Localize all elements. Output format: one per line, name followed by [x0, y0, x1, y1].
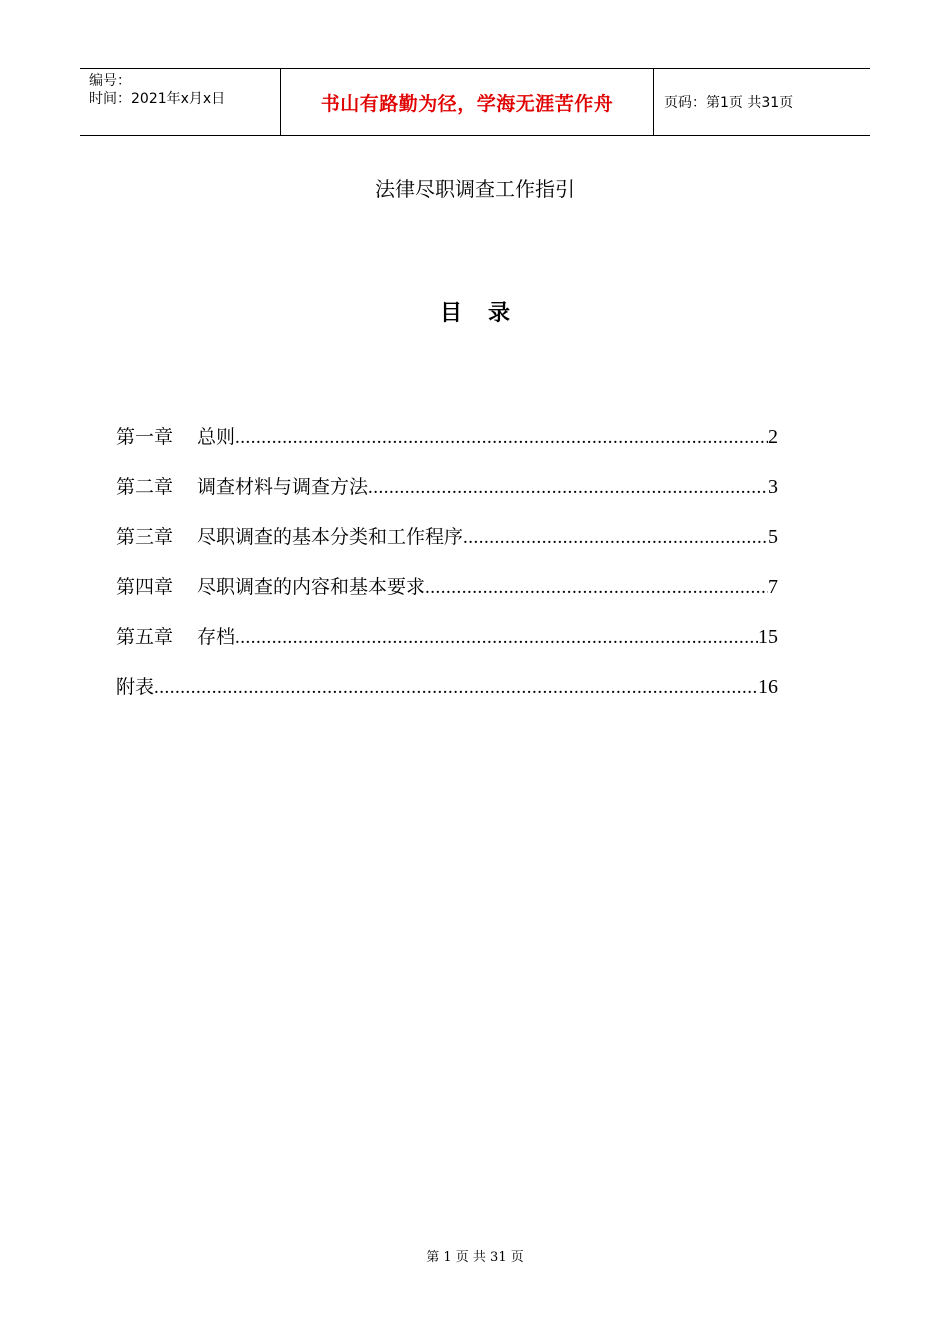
page-footer: 第 1 页 共 31 页	[426, 1250, 524, 1265]
header-meta-cell	[80, 69, 281, 135]
toc-leader-dots	[463, 527, 768, 549]
toc-page-number: 15	[758, 626, 778, 648]
toc-page-number: 16	[758, 676, 778, 698]
toc-page-number: 3	[768, 476, 778, 498]
header-motto-cell	[281, 69, 654, 135]
toc-entry-chapter-4[interactable]	[116, 572, 778, 622]
toc-entry-title: 调查材料与调查方法	[197, 476, 369, 498]
toc-entry-title: 总则	[197, 426, 236, 448]
toc-chapter-label: 第一章	[116, 426, 174, 448]
toc-entry-appendix[interactable]	[116, 672, 778, 722]
toc-entry-title: 尽职调查的基本分类和工作程序	[197, 526, 464, 548]
number-label: 编号：	[89, 73, 131, 89]
toc-leader-dots	[235, 627, 758, 649]
toc-page-number: 5	[768, 526, 778, 548]
toc-page-number: 2	[768, 426, 778, 448]
toc-entry-title: 尽职调查的内容和基本要求	[197, 576, 426, 598]
date-label: 时间：2021年x月x日	[89, 91, 226, 107]
toc-leader-dots	[425, 577, 768, 599]
toc-entry-chapter-5[interactable]	[116, 622, 778, 672]
toc-entry-title: 附表	[116, 676, 155, 698]
toc-leader-dots	[154, 677, 758, 699]
motto-text: 书山有路勤为径，学海无涯苦作舟	[320, 92, 614, 115]
toc-entry-chapter-1[interactable]	[116, 422, 778, 472]
document-title: 法律尽职调查工作指引	[375, 177, 575, 201]
toc-page-number: 7	[768, 576, 778, 598]
toc-chapter-label: 第二章	[116, 476, 174, 498]
toc-leader-dots	[235, 427, 768, 449]
toc-heading: 目录	[439, 301, 536, 326]
toc-entry-chapter-2[interactable]	[116, 472, 778, 522]
page-header	[80, 68, 870, 136]
toc-entry-chapter-3[interactable]	[116, 522, 778, 572]
toc-chapter-label: 第三章	[116, 526, 174, 548]
toc-chapter-label: 第五章	[116, 626, 174, 648]
toc-chapter-label: 第四章	[116, 576, 174, 598]
toc-entry-title: 存档	[197, 626, 236, 648]
table-of-contents	[116, 422, 778, 722]
page-info: 页码：第1页 共31页	[664, 95, 794, 111]
toc-leader-dots	[368, 477, 768, 499]
header-page-cell	[654, 69, 870, 135]
